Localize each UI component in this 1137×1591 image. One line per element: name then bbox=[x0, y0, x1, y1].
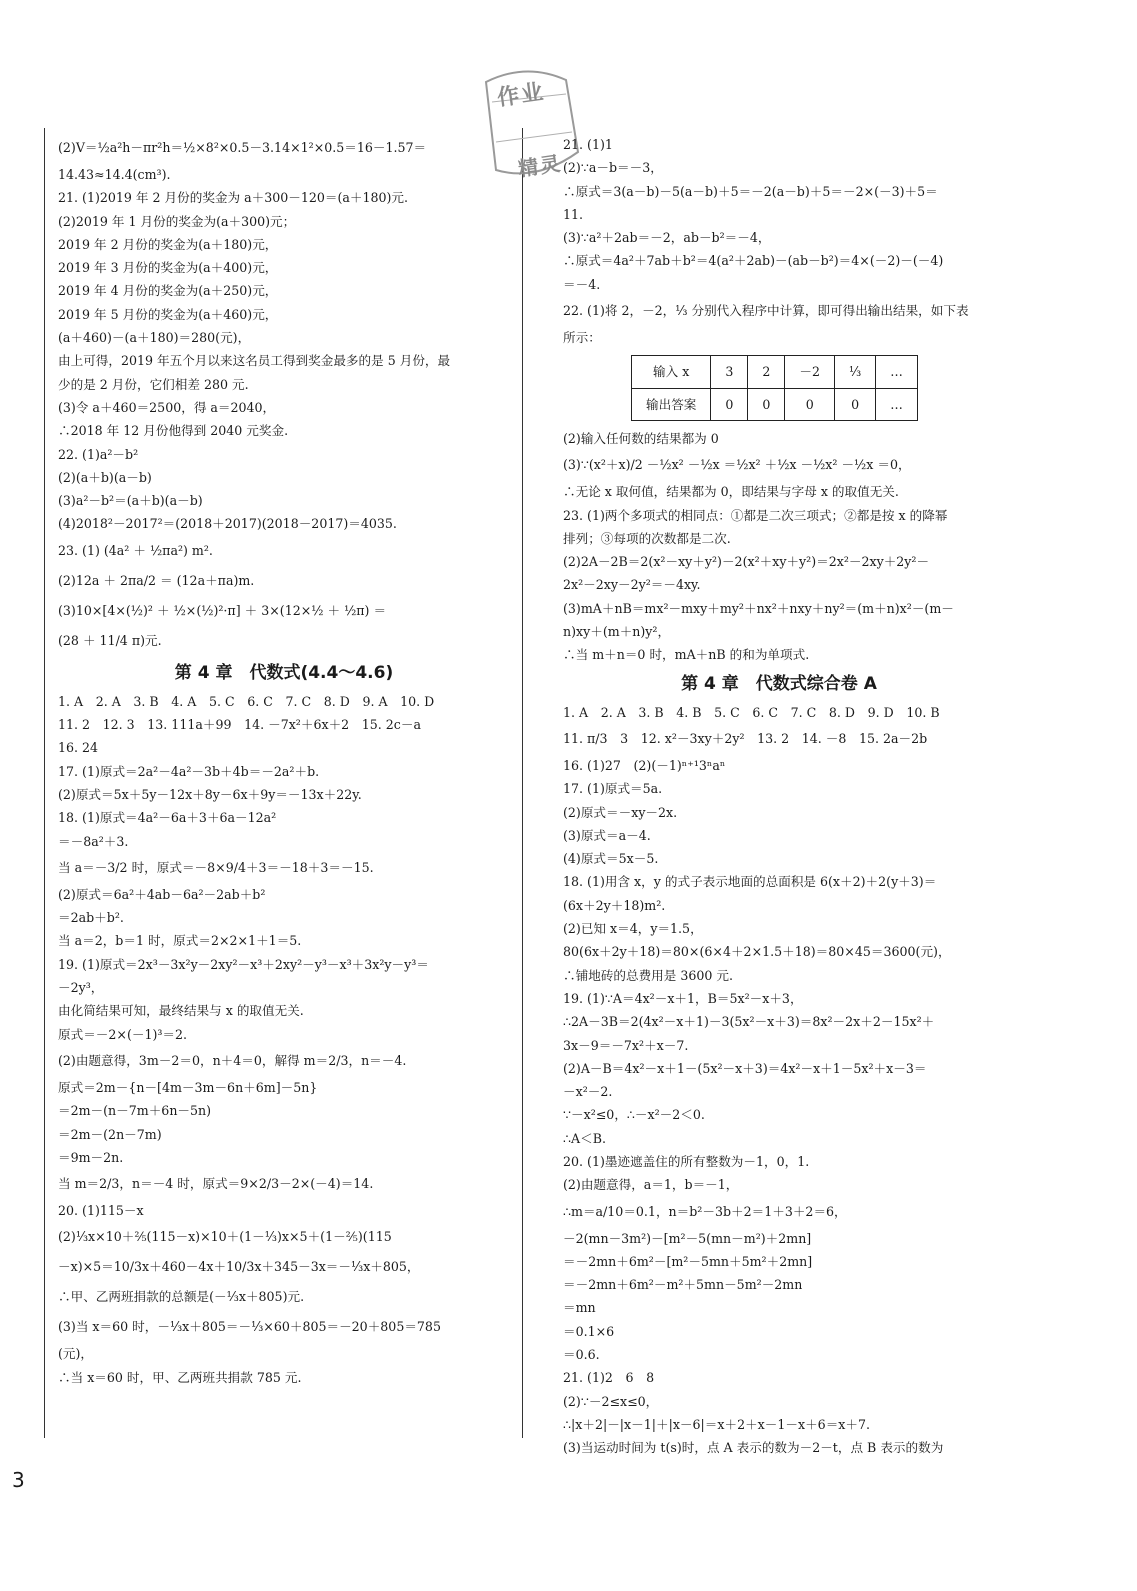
table-cell: 2 bbox=[748, 356, 785, 388]
text-line: 18. (1)用含 x，y 的式子表示地面的总面积是 6(x＋2)＋2(y＋3)＝ bbox=[563, 874, 937, 890]
right-column bbox=[563, 133, 995, 1460]
text-line: ＝0.6. bbox=[563, 1347, 600, 1363]
text-line: (4)原式＝5x－5. bbox=[563, 851, 659, 867]
text-line: －2(mn－3m²)－[m²－5(mn－m²)＋2mn] bbox=[563, 1230, 812, 1246]
text-line: －x)×5＝10/3x＋460－4x＋10/3x＋345－3x＝－⅓x＋805， bbox=[58, 1259, 420, 1275]
io-table bbox=[631, 355, 918, 421]
text-line: ＝－4. bbox=[563, 276, 601, 292]
section-heading: 第 4 章 代数式综合卷 A bbox=[681, 673, 877, 694]
text-line: 1. A 2. A 3. B 4. A 5. C 6. C 7. C 8. D 9. A 10. D bbox=[58, 693, 435, 709]
text-line: (2)V＝½a²h－πr²h＝½×8²×0.5－3.14×1²×0.5＝16－1.57＝ bbox=[58, 140, 427, 155]
left-margin-rule bbox=[44, 128, 45, 1438]
text-line: 2019 年 4 月份的奖金为(a＋250)元， bbox=[58, 283, 278, 299]
text-line: (2)∵－2≤x≤0， bbox=[563, 1393, 659, 1409]
text-line: 2019 年 5 月份的奖金为(a＋460)元， bbox=[58, 306, 278, 322]
text-line: (2)原式＝5x＋5y－12x＋8y－6x＋9y＝－13x＋22y. bbox=[58, 786, 362, 802]
text-line: (2)原式＝－xy－2x. bbox=[563, 804, 678, 820]
text-line: ∴甲、乙两班捐款的总额是(－⅓x＋805)元. bbox=[58, 1289, 305, 1305]
text-line: (3)10×[4×(½)² ＋ ½×(½)²·π] ＋ 3×(12×½ ＋ ½π) ＝ bbox=[58, 602, 387, 618]
section-heading: 第 4 章 代数式(4.4～4.6) bbox=[174, 662, 394, 683]
text-line: (3)当运动时间为 t(s)时，点 A 表示的数为－2－t，点 B 表示的数为 bbox=[563, 1440, 944, 1456]
text-line: 22. (1)将 2，－2，⅓ 分别代入程序中计算，即可得出输出结果，如下表 bbox=[563, 303, 969, 319]
text-line: ＝2m－(2n－7m) bbox=[58, 1126, 162, 1142]
table-cell: 3 bbox=[711, 356, 748, 388]
text-line: ∴m＝a/10＝0.1，n＝b²－3b＋2＝1＋3＋2＝6， bbox=[563, 1203, 847, 1219]
text-line: ∴2018 年 12 月份他得到 2040 元奖金. bbox=[58, 423, 289, 439]
text-line: ＝2m－(n－7m＋6n－5n) bbox=[58, 1103, 212, 1119]
text-line: (2)(a＋b)(a－b) bbox=[58, 469, 152, 485]
table-cell: 输出答案 bbox=[632, 388, 711, 420]
text-line: (2)A－B＝4x²－x＋1－(5x²－x＋3)＝4x²－x＋1－5x²＋x－3＝ bbox=[563, 1060, 927, 1076]
text-line: ∴无论 x 取何值，结果都为 0，即结果与字母 x 的取值无关. bbox=[563, 484, 899, 500]
text-line: ＝－2mn＋6m²－[m²－5mn＋5m²＋2mn] bbox=[563, 1253, 813, 1269]
text-line: ＝－8a²＋3. bbox=[58, 833, 129, 849]
text-line: (2)2019 年 1 月份的奖金为(a＋300)元； bbox=[58, 213, 296, 229]
text-line: 2x²－2xy－2y²＝－4xy. bbox=[563, 577, 701, 593]
text-line: (2)∵a－b＝－3， bbox=[563, 160, 663, 176]
text-line: 当 a＝－3/2 时，原式＝－8×9/4＋3＝－18＋3＝－15. bbox=[58, 859, 374, 875]
text-line: ＝2ab＋b². bbox=[58, 910, 124, 926]
text-line: 11. 2 12. 3 13. 111a＋99 14. －7x²＋6x＋2 15. 2c－a bbox=[58, 717, 421, 733]
text-line: －2y³， bbox=[58, 980, 104, 996]
text-line: (6x＋2y＋18)m². bbox=[563, 897, 666, 913]
text-line: (3)当 x＝60 时，－⅓x＋805＝－⅓×60＋805＝－20＋805＝785 bbox=[58, 1319, 441, 1335]
text-line: (3)令 a＋460＝2500，得 a＝2040， bbox=[58, 399, 276, 415]
table-cell: －2 bbox=[785, 356, 835, 388]
text-line: 20. (1)115－x bbox=[58, 1203, 144, 1219]
text-line: ∴铺地砖的总费用是 3600 元. bbox=[563, 967, 733, 983]
text-line: 19. (1)∵A＝4x²－x＋1，B＝5x²－x＋3， bbox=[563, 990, 803, 1006]
text-line: 2019 年 2 月份的奖金为(a＋180)元， bbox=[58, 236, 278, 252]
text-line: 14.43≈14.4(cm³). bbox=[58, 167, 171, 182]
text-line: (元)， bbox=[58, 1346, 94, 1362]
page-number: 3 bbox=[12, 1468, 25, 1492]
text-line: (4)2018²－2017²＝(2018＋2017)(2018－2017)＝4035. bbox=[58, 516, 397, 532]
text-line: n)xy＋(m＋n)y²， bbox=[563, 624, 671, 640]
text-line: 由化简结果可知，最终结果与 x 的取值无关. bbox=[58, 1003, 304, 1019]
text-line: (2)2A－2B＝2(x²－xy＋y²)－2(x²＋xy＋y²)＝2x²－2xy＋2y²－ bbox=[563, 554, 930, 570]
table-row bbox=[632, 356, 918, 388]
text-line: 3x－9＝－7x²＋x－7. bbox=[563, 1037, 689, 1053]
text-line: 17. (1)原式＝5a. bbox=[563, 781, 663, 797]
stamp-text-bottom: 精灵 bbox=[516, 151, 564, 181]
text-line: ＝－2mn＋6m²－m²＋5mn－5m²－2mn bbox=[563, 1277, 803, 1293]
text-line: 16. 24 bbox=[58, 740, 99, 756]
text-line: (3)原式＝a－4. bbox=[563, 827, 651, 843]
text-line: 16. (1)27 (2)(－1)ⁿ⁺¹3ⁿaⁿ bbox=[563, 757, 726, 773]
table-cell: 0 bbox=[748, 388, 785, 420]
text-line: ＝mn bbox=[563, 1300, 596, 1316]
text-line: 17. (1)原式＝2a²－4a²－3b＋4b＝－2a²＋b. bbox=[58, 763, 320, 779]
text-line: (28 ＋ 11/4 π)元. bbox=[58, 632, 162, 648]
text-line: 排列；③每项的次数都是二次. bbox=[563, 530, 731, 546]
text-line: 原式＝2m－{n－[4m－3m－6n＋6m]－5n} bbox=[58, 1079, 318, 1095]
text-line: ∴原式＝4a²＋7ab＋b²＝4(a²＋2ab)－(ab－b²)＝4×(－2)－(－4) bbox=[563, 253, 944, 269]
text-line: 21. (1)2 6 8 bbox=[563, 1370, 655, 1386]
column-divider bbox=[522, 128, 523, 1438]
text-line: 当 m＝2/3，n＝－4 时，原式＝9×2/3－2×(－4)＝14. bbox=[58, 1176, 374, 1192]
text-line: ＝0.1×6 bbox=[563, 1323, 615, 1339]
text-line: 当 a＝2，b＝1 时，原式＝2×2×1＋1＝5. bbox=[58, 933, 302, 949]
text-line: 23. (1)两个多项式的相同点：①都是二次三项式；②都是按 x 的降幂 bbox=[563, 507, 948, 523]
text-line: (2)输入任何数的结果都为 0 bbox=[563, 430, 719, 446]
text-line: ∴|x＋2|－|x－1|＋|x－6|＝x＋2＋x－1－x＋6＝x＋7. bbox=[563, 1416, 870, 1432]
table-cell: 0 bbox=[835, 388, 876, 420]
text-line: 21. (1)1 bbox=[563, 137, 613, 152]
text-line: (2)由题意得，a＝1，b＝－1， bbox=[563, 1177, 739, 1193]
table-cell: ⅓ bbox=[835, 356, 876, 388]
text-line: －x²－2. bbox=[563, 1084, 613, 1100]
table-cell: 0 bbox=[785, 388, 835, 420]
text-line: 23. (1) (4a² ＋ ½πa²) m². bbox=[58, 542, 213, 558]
table-cell: … bbox=[876, 388, 918, 420]
text-line: ∴当 m＋n＝0 时，mA＋nB 的和为单项式. bbox=[563, 647, 810, 663]
text-line: 11. bbox=[563, 206, 584, 222]
text-line: 1. A 2. A 3. B 4. B 5. C 6. C 7. C 8. D 9. D 10. B bbox=[563, 704, 940, 720]
text-line: 原式＝－2×(－1)³＝2. bbox=[58, 1026, 188, 1042]
text-line: 80(6x＋2y＋18)＝80×(6×4＋2×1.5＋18)＝80×45＝3600(元)， bbox=[563, 944, 951, 960]
table-cell: … bbox=[876, 356, 918, 388]
stamp-text-top: 作业 bbox=[495, 79, 547, 112]
text-line: 所示： bbox=[563, 330, 601, 346]
left-column bbox=[58, 133, 510, 1389]
text-line: (2)已知 x＝4，y＝1.5， bbox=[563, 921, 703, 937]
text-line: 由上可得，2019 年五个月以来这名员工得到奖金最多的是 5 月份，最 bbox=[58, 353, 451, 369]
text-line: (2)⅓x×10＋⅖(115－x)×10＋(1－⅓)x×5＋(1－⅖)(115 bbox=[58, 1229, 392, 1245]
table-cell: 0 bbox=[711, 388, 748, 420]
text-line: ∴2A－3B＝2(4x²－x＋1)－3(5x²－x＋3)＝8x²－2x＋2－15x²＋ bbox=[563, 1014, 935, 1030]
table-cell: 输入 x bbox=[632, 356, 711, 388]
text-line: ∴当 x＝60 时，甲、乙两班共捐款 785 元. bbox=[58, 1369, 302, 1385]
text-line: 18. (1)原式＝4a²－6a＋3＋6a－12a² bbox=[58, 810, 277, 826]
text-line: 少的是 2 月份，它们相差 280 元. bbox=[58, 376, 249, 392]
text-line: 22. (1)a²－b² bbox=[58, 446, 139, 462]
text-line: (2)由题意得，3m－2＝0，n＋4＝0，解得 m＝2/3，n＝－4. bbox=[58, 1052, 407, 1068]
text-line: ∴原式＝3(a－b)－5(a－b)＋5＝－2(a－b)＋5＝－2×(－3)＋5＝ bbox=[563, 183, 938, 199]
text-line: 2019 年 3 月份的奖金为(a＋400)元， bbox=[58, 260, 278, 276]
text-line: ∴A＜B. bbox=[563, 1130, 606, 1146]
text-line: ＝9m－2n. bbox=[58, 1149, 124, 1165]
text-line: (3)∵a²＋2ab＝－2，ab－b²＝－4， bbox=[563, 230, 771, 246]
text-line: (3)∵(x²＋x)/2 －½x² －½x ＝½x² ＋½x －½x² －½x ＝0， bbox=[563, 457, 911, 473]
text-line: ∵－x²≤0，∴－x²－2＜0. bbox=[563, 1107, 705, 1123]
table-row bbox=[632, 388, 918, 420]
text-line: (2)原式＝6a²＋4ab－6a²－2ab＋b² bbox=[58, 886, 266, 902]
text-line: 11. π/3 3 12. x²－3xy＋2y² 13. 2 14. －8 15. 2a－2b bbox=[563, 730, 928, 746]
text-line: (2)12a ＋ 2πa/2 ＝ (12a＋πa)m. bbox=[58, 572, 255, 588]
text-line: 20. (1)墨迹遮盖住的所有整数为－1，0，1. bbox=[563, 1153, 810, 1169]
text-line: (3)mA＋nB＝mx²－mxy＋my²＋nx²＋nxy＋ny²＝(m＋n)x²－(m－ bbox=[563, 600, 954, 616]
text-line: 19. (1)原式＝2x³－3x²y－2xy²－x³＋2xy²－y³－x³＋3x²y－y³＝ bbox=[58, 956, 429, 972]
text-line: 21. (1)2019 年 2 月份的奖金为 a＋300－120＝(a＋180)元. bbox=[58, 190, 409, 206]
text-line: (a＋460)－(a＋180)＝280(元)， bbox=[58, 330, 251, 346]
text-line: (3)a²－b²＝(a＋b)(a－b) bbox=[58, 493, 203, 509]
